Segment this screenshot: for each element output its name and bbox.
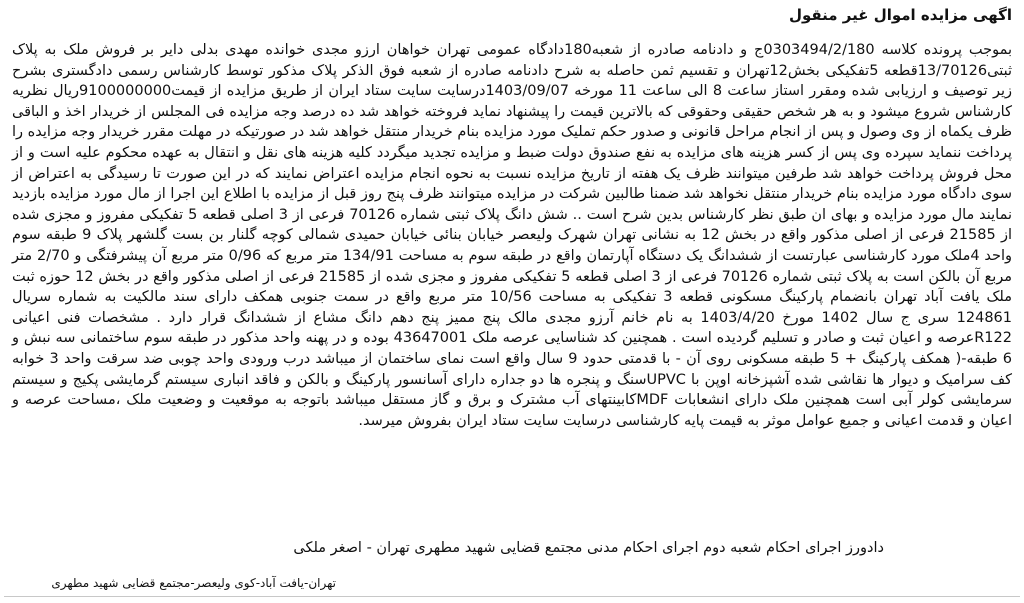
notice-body: بموجب پرونده کلاسه 0303494/2/180ج و دادنامه صادره از شعبه180دادگاه عمومی تهران خواهان ارزو مجدی خوانده مهدی بدلی دایر بر فروش ملک به پلاک ثبتی13/70126قطعه 5تفکیکی بخش12تهران و تقسیم ثمن حاصله به شرح دادنامه صادره از شعبه فوق الذکر پلاک مذکور توسط کارشناس رسمی دادگستری بشرح زیر توصیف و ارزیابی شده ومقرر استاز ساعت 8 الی ساعت 11 مورخه 1403/09/07درسایت سایت ستاد ایران از طریق مزایده از قیمت9100000000ریال نظریه کارشناس شروع میشود و به هر شخص حقیقی وحقوقی که بالاترین قیمت را پیشنهاد نماید فروخته خواهد شد ده درصد وجه مزایده فی المجلس از خریدار اخذ و الباقی ظرف یکماه از وی وصول و پس از انجام مراحل قانونی و صدور حکم تملیک مورد مزایده بنام خریدار منتقل خواهد شد در صورتیکه در مهلت مقرر خریدار وجه مزایده را پرداخت ننماید سپرده وی پس از کسر هزینه های مزایده به نفع صندوق دولت ضبط و مزایده تجدید میگردد کلیه هزینه های نقل و انتقال به عهده محکوم علیه است و از محل فروش پرداخت خواهد شد طرفین میتوانند ظرف یک هفته از تاریخ مزایده نسبت به نحوه انجام مزایده اعتراض نمایند که در این صورت تا رسیدگی به اعتراض از سوی دادگاه مورد مزایده بنام خریدار منتقل نخواهد شد ضمنا طالبین شرکت در مزایده میتوانند ظرف پنج روز قبل از مزایده با اطلاع این اجرا از مال مورد مزایده بازدید نمایند مال مورد مزایده و بهای ان طبق نظر کارشناس بدین شرح است .. شش دانگ پلاک ثبتی شماره 70126 فرعی از 3 اصلی قطعه 5 تفکیکی مفروز و مجزی شده از 21585 فرعی از اصلی مذکور واقع در بخش 12 به نشانی تهران شهرک ولیعصر خیابان بنائی خیابان حمیدی شمالی کوچه گلنار بن بست گلشهر پلاک 9 طبقه سوم واحد 4ملک مورد کارشناسی عبارتست از ششدانگ یک دستگاه آپارتمان واقع در طبقه سوم به مساحت 134/91 متر مربع که 0/96 متر مربع آن پیشرفتگی و 2/70 متر مربع آن بالکن است به پلاک ثبتی شماره 70126 فرعی از 3 اصلی قطعه 5 تفکیکی مفروز و مجزی شده از 21585 فرعی از اصلی مذکور واقع در بخش 12 حوزه ثبت ملک یافت آباد تهران بانضمام پارکینگ مسکونی قطعه 3 تفکیکی به مساحت 10/56 متر مربع واقع در سمت جنوبی همکف دارای سند مالکیت به شماره سریال 124861 سری ج سال 1402 مورخ 1403/4/20 به نام خانم آرزو مجدی مالک پنج ممیز پنج دهم دانگ مشاع از ششدانگ قرار دارد . مشخصات فنی اعیانی R122عرصه و اعیان ثبت و صادر و تسلیم گردیده است . همچنین کد شناسایی عرصه ملک 43647001 بوده و در پهنه واحد مذکور در طبقه سوم ساختمانی سه نبش و 6 طبقه-( همکف پارکینگ + 5 طبقه مسکونی روی آن - با قدمتی حدود 9 سال واقع است نمای ساختمان از میباشد درب ورودی واحد چوبی ضد سرقت واحد 3 خوابه کف سرامیک و دیوار ها نقاشی شده آشپزخانه اوپن با UPVCسنگ و پنجره ها دو جداره دارای آسانسور پارکینگ و بالکن و فاقد انباری سیستم گرمایشی پکیج و سیستم سرمایشی کولر آبی است همچنین ملک دارای انشعابات MDFکابینتهای آب مشترک و برق و گاز مستقل میباشد باتوجه به موقعیت و وضعیت ملک ،مساحت عرصه و اعیان و قدمت اعیانی و جمیع عوامل موثر به قیمت پایه کارشناسی درسایت سایت ستاد ایران بفروش میرسد. xyxy=(12,42,1013,429)
bottom-divider xyxy=(4,596,1020,597)
notice-title: اگهی مزایده اموال غیر منقول xyxy=(788,6,1012,24)
court-address: تهران-یافت آباد-کوی ولیعصر-مجتمع قضایی شهید مطهری xyxy=(51,576,336,590)
notice-signature: دادورز اجرای احکام شعبه دوم اجرای احکام مدنی مجتمع قضایی شهید مطهری تهران - اصغر ملکی xyxy=(293,540,884,556)
